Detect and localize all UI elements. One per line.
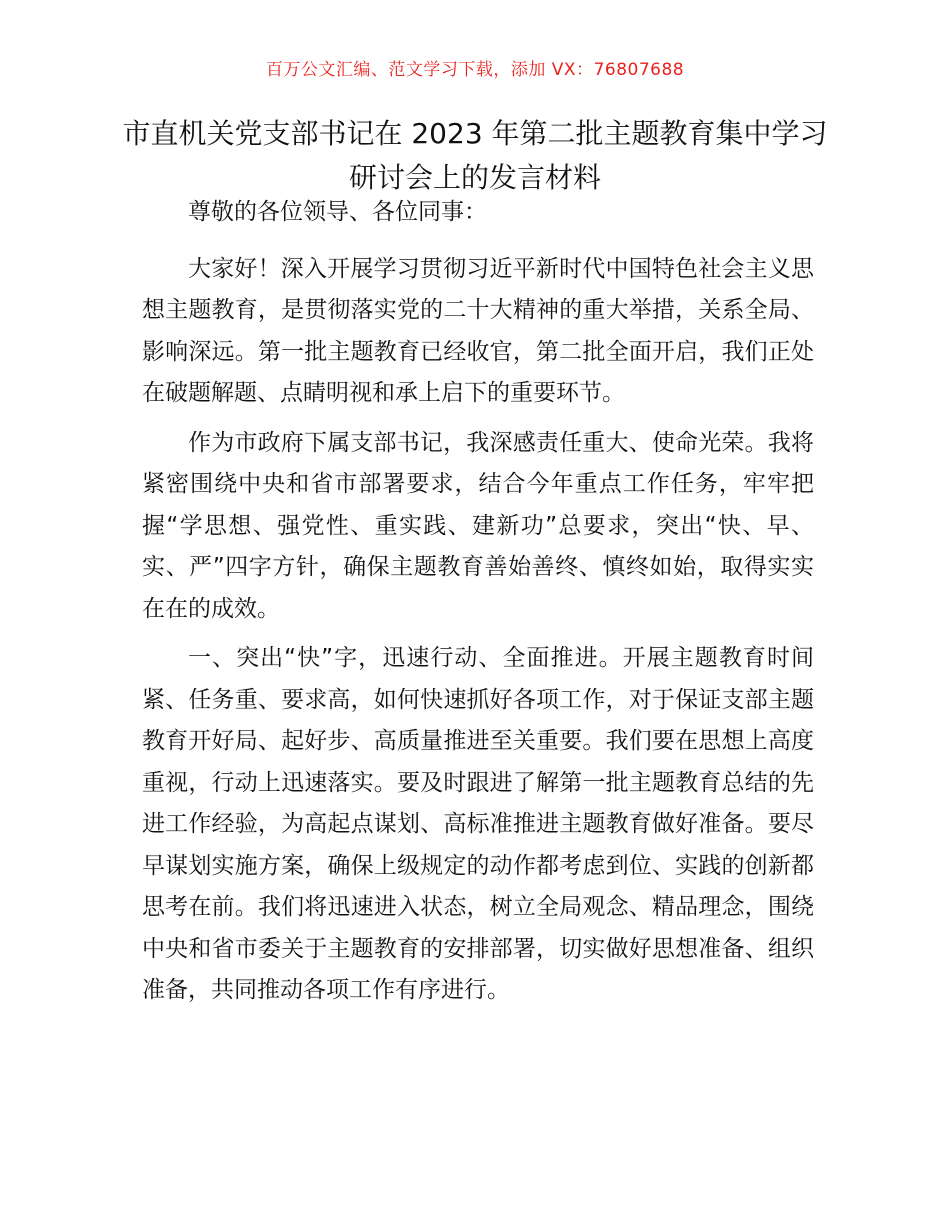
paragraph-opening: 大家好！深入开展学习贯彻习近平新时代中国特色社会主义思想主题教育，是贯彻落实党的二十大精神的重大举措，关系全局、影响深远。第一批主题教育已经收官，第二批全面开启，我们正处在破题解题、点睛明视和承上启下的重要环节。 (142, 255, 814, 406)
document-title: 市直机关党支部书记在 2023 年第二批主题教育集中学习研讨会上的发言材料 (122, 117, 828, 194)
document-body (142, 192, 814, 1020)
salutation: 尊敬的各位领导、各位同事： (188, 199, 487, 225)
watermark-note: 百万公文汇编、范文学习下载，添加 VX：76807688 (265, 60, 685, 80)
paragraph-commitment: 作为市政府下属支部书记，我深感责任重大、使命光荣。我将紧密围绕中央和省市部署要求，结合今年重点工作任务，牢牢把握“学思想、强党性、重实践、建新功”总要求，突出“快、早、实、严”四字方针，确保主题教育善始善终、慎终如始，取得实实在在的成效。 (142, 429, 814, 622)
paragraph-section-one: 一、突出“快”字，迅速行动、全面推进。开展主题教育时间紧、任务重、要求高，如何快速抓好各项工作，对于保证支部主题教育开好局、起好步、高质量推进至关重要。我们要在思想上高度重视，行动上迅速落实。要及时跟进了解第一批主题教育总结的先进工作经验，为高起点谋划、高标准推进主题教育做好准备。要尽早谋划实施方案，确保上级规定的动作都考虑到位、实践的创新都思考在前。我们将迅速进入状态，树立全局观念、精品理念，围绕中央和省市委关于主题教育的安排部署，切实做好思想准备、组织准备，共同推动各项工作有序进行。 (142, 645, 814, 1003)
